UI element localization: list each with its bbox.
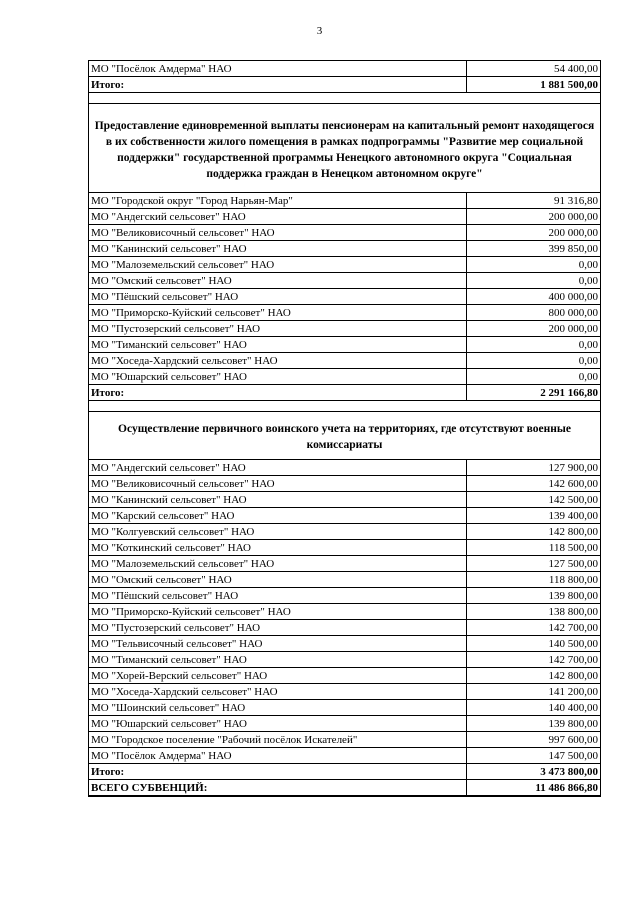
table-row [89, 652, 601, 668]
amount-value: 0,00 [467, 257, 601, 273]
municipality-name: МО "Коткинский сельсовет" НАО [89, 540, 467, 556]
subsidies-table-body [89, 61, 601, 193]
municipality-name: МО "Малоземельский сельсовет" НАО [89, 556, 467, 572]
amount-value: 141 200,00 [467, 684, 601, 700]
amount-value: 142 700,00 [467, 620, 601, 636]
municipality-name: МО "Великовисочный сельсовет" НАО [89, 476, 467, 492]
section-2-rows [89, 193, 601, 385]
total-label: Итого: [89, 77, 467, 93]
table-row [89, 492, 601, 508]
amount-value: 118 800,00 [467, 572, 601, 588]
municipality-name: МО "Тельвисочный сельсовет" НАО [89, 636, 467, 652]
table-row [89, 684, 601, 700]
municipality-name: МО "Тиманский сельсовет" НАО [89, 337, 467, 353]
amount-value: 118 500,00 [467, 540, 601, 556]
municipality-name: МО "Пёшский сельсовет" НАО [89, 289, 467, 305]
total-amount: 3 473 800,00 [467, 764, 601, 780]
municipality-name: МО "Великовисочный сельсовет" НАО [89, 225, 467, 241]
table-row [89, 524, 601, 540]
table-row [89, 225, 601, 241]
amount-value: 142 800,00 [467, 524, 601, 540]
total-amount: 2 291 166,80 [467, 385, 601, 401]
total-row [89, 385, 601, 401]
table-row [89, 636, 601, 652]
amount-value: 140 400,00 [467, 700, 601, 716]
amount-value: 139 800,00 [467, 716, 601, 732]
municipality-name: МО "Шоинский сельсовет" НАО [89, 700, 467, 716]
table-row [89, 241, 601, 257]
municipality-name: МО "Юшарский сельсовет" НАО [89, 716, 467, 732]
municipality-name: МО "Городское поселение "Рабочий посёлок Искателей" [89, 732, 467, 748]
section-title: Предоставление единовременной выплаты пенсионерам на капитальный ремонт находящегося в их собственности жилого помещения в рамках подпрограммы "Развитие мер социальной поддержки" государственной программы Ненецкого автономного округа "Социальная поддержка граждан в Ненецком автономном округе" [89, 104, 601, 193]
total-row [89, 77, 601, 93]
amount-value: 91 316,80 [467, 193, 601, 209]
amount-value: 200 000,00 [467, 225, 601, 241]
municipality-name: МО "Приморско-Куйский сельсовет" НАО [89, 305, 467, 321]
grand-total-row [89, 780, 601, 797]
amount-value: 127 500,00 [467, 556, 601, 572]
amount-value: 142 800,00 [467, 668, 601, 684]
table-row [89, 305, 601, 321]
amount-value: 142 600,00 [467, 476, 601, 492]
municipality-name: МО "Канинский сельсовет" НАО [89, 241, 467, 257]
amount-value: 127 900,00 [467, 460, 601, 476]
amount-value: 147 500,00 [467, 748, 601, 764]
table-row [89, 61, 601, 77]
table-row [89, 353, 601, 369]
amount-value: 142 500,00 [467, 492, 601, 508]
amount-value: 142 700,00 [467, 652, 601, 668]
table-row [89, 572, 601, 588]
table-row [89, 604, 601, 620]
municipality-name: МО "Малоземельский сельсовет" НАО [89, 257, 467, 273]
total-label: Итого: [89, 385, 467, 401]
table-row [89, 556, 601, 572]
section-heading [89, 104, 601, 193]
table-row [89, 732, 601, 748]
amount-value: 140 500,00 [467, 636, 601, 652]
table-row [89, 273, 601, 289]
amount-value: 400 000,00 [467, 289, 601, 305]
section-3-rows [89, 460, 601, 764]
total-row [89, 764, 601, 780]
spacer-row [89, 401, 601, 412]
municipality-name: МО "Канинский сельсовет" НАО [89, 492, 467, 508]
municipality-name: МО "Хорей-Верский сельсовет" НАО [89, 668, 467, 684]
municipality-name: МО "Пустозерский сельсовет" НАО [89, 620, 467, 636]
table-row [89, 668, 601, 684]
municipality-name: МО "Юшарский сельсовет" НАО [89, 369, 467, 385]
table-row [89, 748, 601, 764]
amount-value: 399 850,00 [467, 241, 601, 257]
municipality-name: МО "Приморско-Куйский сельсовет" НАО [89, 604, 467, 620]
grand-total-label: ВСЕГО СУБВЕНЦИЙ: [89, 780, 467, 797]
page-number: 3 [316, 25, 323, 37]
section-title: Осуществление первичного воинского учета на территориях, где отсутствуют военные комиссариаты [89, 412, 601, 460]
municipality-name: МО "Омский сельсовет" НАО [89, 572, 467, 588]
spacer-row [89, 93, 601, 104]
section-3-total [89, 764, 601, 797]
table-row [89, 716, 601, 732]
municipality-name: МО "Омский сельсовет" НАО [89, 273, 467, 289]
table-row [89, 321, 601, 337]
table-row [89, 209, 601, 225]
municipality-name: МО "Андегский сельсовет" НАО [89, 460, 467, 476]
municipality-name: МО "Пёшский сельсовет" НАО [89, 588, 467, 604]
municipality-name: МО "Карский сельсовет" НАО [89, 508, 467, 524]
amount-value: 54 400,00 [467, 61, 601, 77]
table-row [89, 193, 601, 209]
amount-value: 997 600,00 [467, 732, 601, 748]
amount-value: 138 800,00 [467, 604, 601, 620]
municipality-name: МО "Андегский сельсовет" НАО [89, 209, 467, 225]
amount-value: 0,00 [467, 273, 601, 289]
table-row [89, 700, 601, 716]
table-row [89, 337, 601, 353]
municipality-name: МО "Посёлок Амдерма" НАО [89, 61, 467, 77]
total-amount: 1 881 500,00 [467, 77, 601, 93]
municipality-name: МО "Городской округ "Город Нарьян-Мар" [89, 193, 467, 209]
table-row [89, 369, 601, 385]
total-label: Итого: [89, 764, 467, 780]
table-row [89, 289, 601, 305]
grand-total-amount: 11 486 866,80 [467, 780, 601, 797]
table-row [89, 508, 601, 524]
section-heading [89, 412, 601, 460]
amount-value: 200 000,00 [467, 209, 601, 225]
table-row [89, 540, 601, 556]
section-2-total [89, 385, 601, 460]
table-row [89, 588, 601, 604]
table-row [89, 476, 601, 492]
table-row [89, 620, 601, 636]
table-row [89, 257, 601, 273]
amount-value: 200 000,00 [467, 321, 601, 337]
subsidies-table [88, 60, 601, 797]
municipality-name: МО "Хоседа-Хардский сельсовет" НАО [89, 353, 467, 369]
amount-value: 139 400,00 [467, 508, 601, 524]
amount-value: 0,00 [467, 337, 601, 353]
amount-value: 800 000,00 [467, 305, 601, 321]
municipality-name: МО "Пустозерский сельсовет" НАО [89, 321, 467, 337]
table-row [89, 460, 601, 476]
amount-value: 0,00 [467, 353, 601, 369]
amount-value: 0,00 [467, 369, 601, 385]
municipality-name: МО "Колгуевский сельсовет" НАО [89, 524, 467, 540]
municipality-name: МО "Посёлок Амдерма" НАО [89, 748, 467, 764]
municipality-name: МО "Хоседа-Хардский сельсовет" НАО [89, 684, 467, 700]
municipality-name: МО "Тиманский сельсовет" НАО [89, 652, 467, 668]
amount-value: 139 800,00 [467, 588, 601, 604]
